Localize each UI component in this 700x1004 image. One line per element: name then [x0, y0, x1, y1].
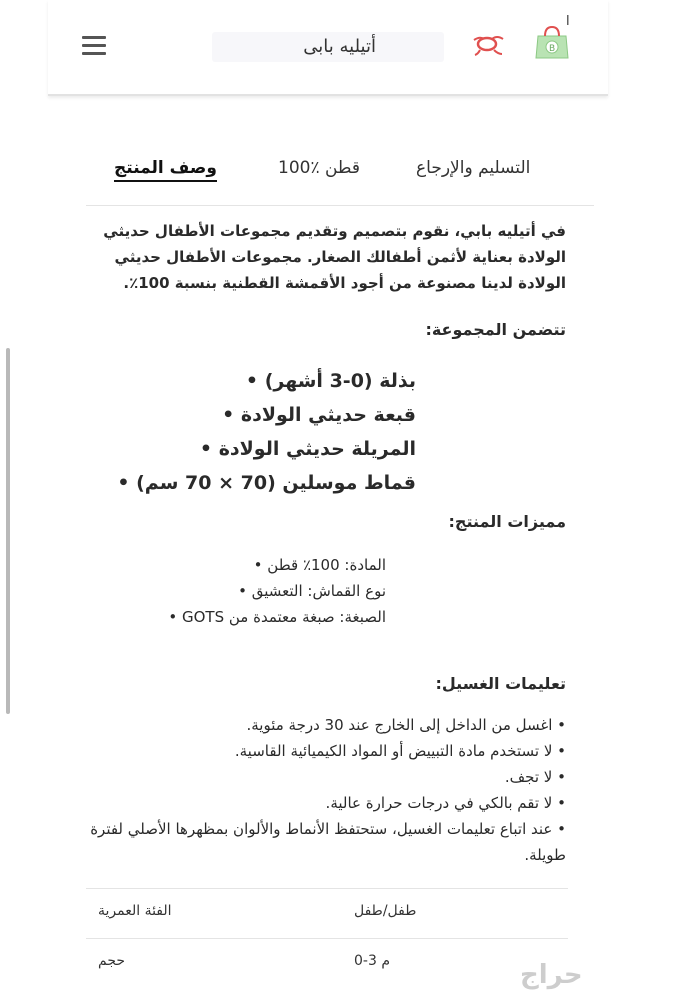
table-row — [86, 938, 568, 988]
tab-product-description[interactable]: وصف المنتج — [114, 158, 217, 182]
product-tabs — [86, 150, 594, 206]
scrollbar[interactable] — [6, 348, 10, 714]
tab-cotton[interactable]: قطن ٪100 — [278, 158, 361, 178]
top-header — [48, 0, 608, 96]
list-item: قبعة حديثي الولادة • — [86, 398, 416, 432]
list-item: • اغسل من الداخل إلى الخارج عند 30 درجة مئوية. — [246, 716, 566, 734]
list-item: قماط موسلين (70 × 70 سم) • — [86, 466, 416, 500]
brand-logo-icon — [470, 34, 506, 56]
brand-title-box[interactable] — [212, 32, 444, 62]
list-item: بذلة (0-3 أشهر) • — [86, 364, 416, 398]
features-heading: مميزات المنتج: — [448, 512, 566, 531]
table-row — [86, 888, 568, 938]
brand-title: أتيليه بابى — [303, 36, 376, 57]
product-intro-text: في أتيليه بابي، نقوم بتصميم وتقديم مجموعات الأطفال حديثي الولادة بعناية لأثمن أطفالك الصغار. مجموعات الأطفال حديثي الولادة لدينا مصنوعة من أجود الأقمشة القطنية بنسبة 100٪. — [103, 222, 566, 292]
cart-count: ا — [566, 14, 570, 29]
features-list — [86, 552, 386, 630]
collection-heading: تتضمن المجموعة: — [425, 320, 566, 339]
spec-label: الفئة العمرية — [98, 903, 172, 919]
list-item: • عند اتباع تعليمات الغسيل، ستحتفظ الأنماط والألوان بمظهرها الأصلي لفترة طويلة. — [90, 820, 566, 864]
list-item: الصبغة: صبغة معتمدة من GOTS • — [168, 608, 386, 626]
list-item: المادة: 100٪ قطن • — [253, 556, 386, 574]
svg-text:B: B — [549, 44, 556, 54]
spec-value: 0-3 م — [354, 953, 390, 969]
spec-label: حجم — [98, 953, 126, 969]
collection-list — [86, 364, 416, 500]
list-item: • لا تجف. — [504, 768, 566, 786]
washing-heading: تعليمات الغسيل: — [435, 674, 566, 693]
list-item: • لا تقم بالكي في درجات حرارة عالية. — [325, 794, 566, 812]
spec-value: طفل/طفل — [354, 903, 417, 919]
watermark-logo: حراج — [520, 960, 583, 990]
list-item: المريلة حديثي الولادة • — [86, 432, 416, 466]
list-item: نوع القماش: التعشيق • — [238, 582, 386, 600]
hamburger-menu-icon[interactable] — [82, 36, 106, 56]
list-item: • لا تستخدم مادة التبييض أو المواد الكيميائية القاسية. — [234, 742, 566, 760]
tab-delivery-returns[interactable]: التسليم والإرجاع — [416, 158, 531, 178]
shopping-bag-icon[interactable] — [532, 24, 572, 60]
washing-list — [86, 712, 566, 868]
specs-table — [86, 888, 568, 988]
